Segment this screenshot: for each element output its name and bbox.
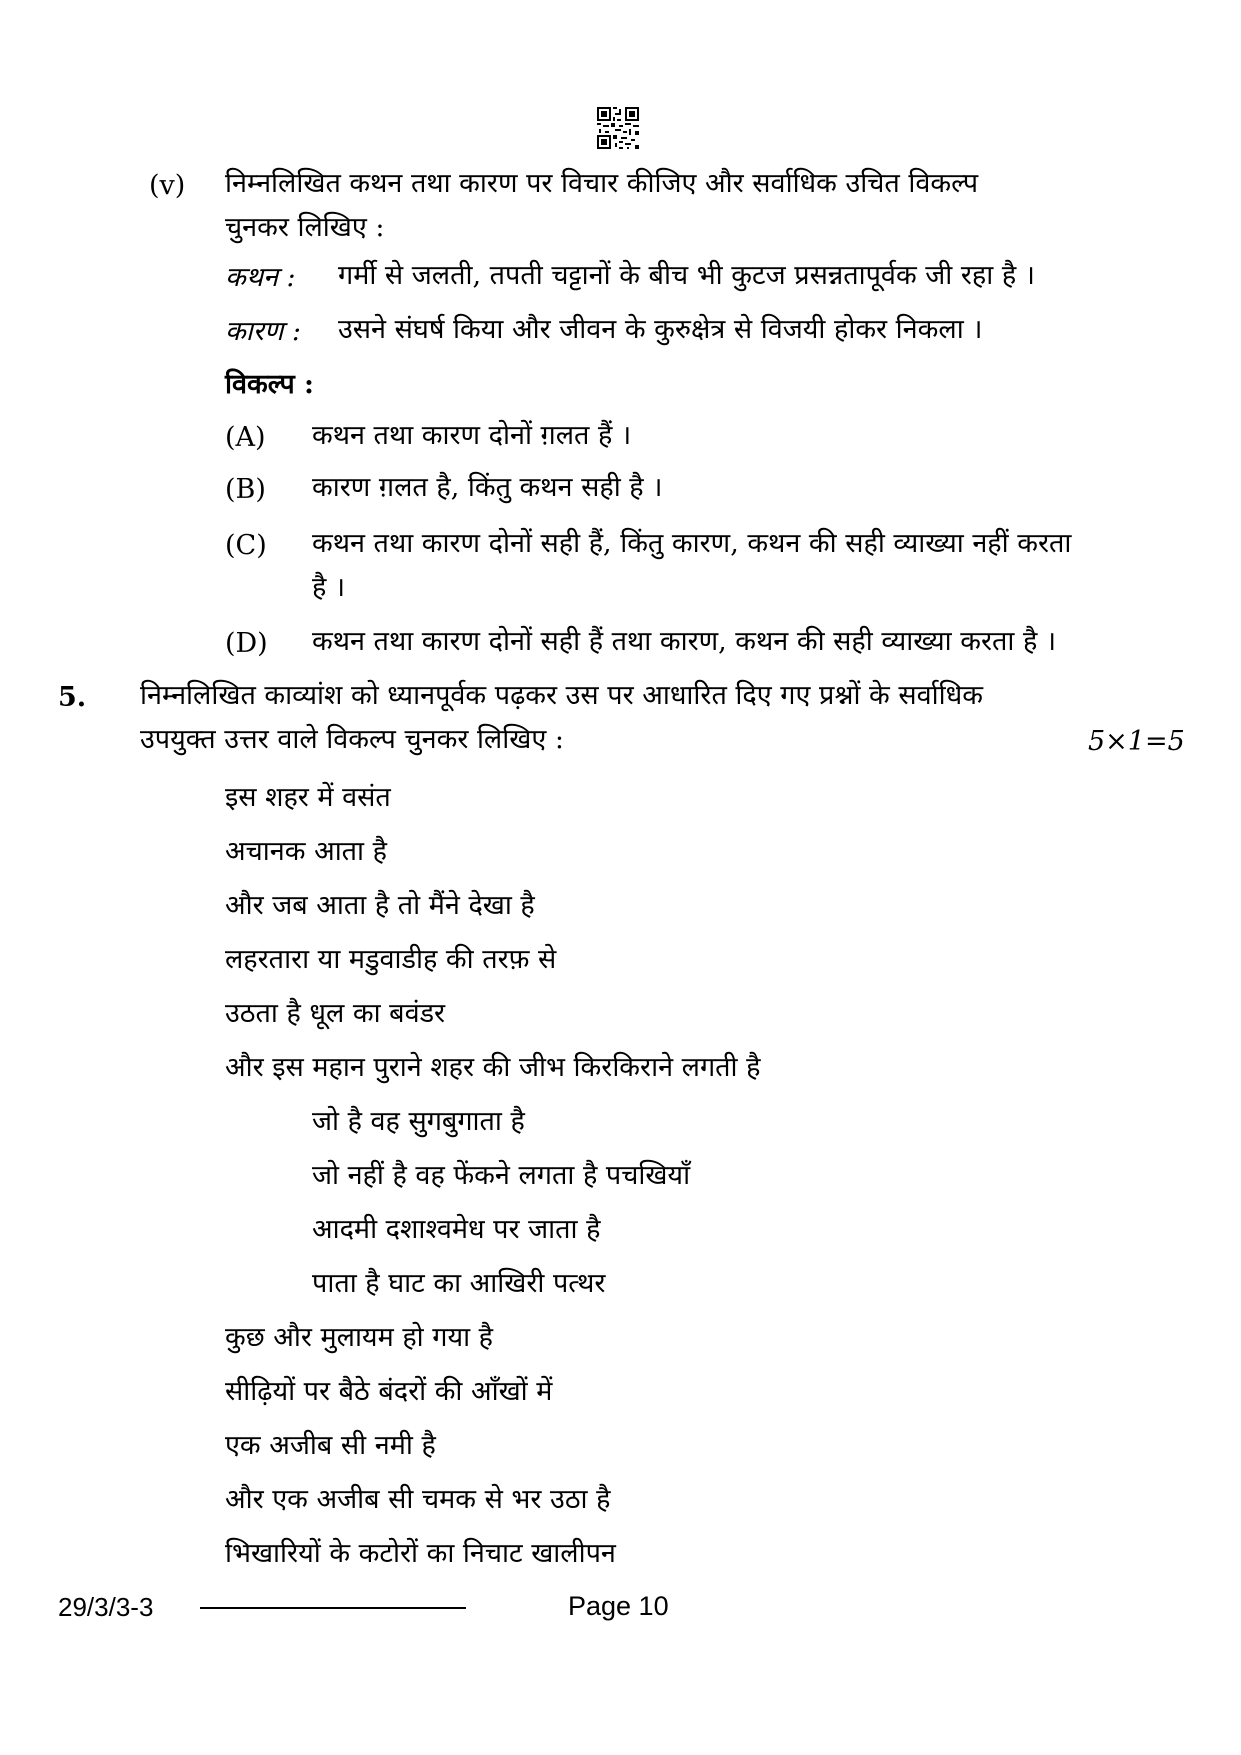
poem-line: जो है वह सुगबुगाता है — [312, 1106, 525, 1137]
option-text: कारण ग़लत है, किंतु कथन सही है । — [312, 472, 663, 503]
reason-label: कारण : — [225, 316, 301, 347]
option-text: कथन तथा कारण दोनों सही हैं तथा कारण, कथन की सही व्याख्या करता है । — [312, 626, 1057, 657]
assertion-text: गर्मी से जलती, तपती चट्टानों के बीच भी कुटज प्रसन्नतापूर्वक जी रहा है । — [338, 260, 1035, 291]
poem-line: और इस महान पुराने शहर की जीभ किरकिराने लगती है — [225, 1052, 761, 1083]
option-text: कथन तथा कारण दोनों सही हैं, किंतु कारण, कथन की सही व्याख्या नहीं करता — [312, 528, 1072, 559]
question-number: 5. — [58, 682, 87, 713]
marks: 5×1=5 — [1088, 726, 1185, 757]
poem-line: भिखारियों के कटोरों का निचाट खालीपन — [225, 1538, 616, 1569]
option-text-continued: है । — [312, 572, 346, 603]
poem-line: सीढ़ियों पर बैठे बंदरों की आँखों में — [225, 1376, 553, 1407]
instruction-line-1: निम्नलिखित कथन तथा कारण पर विचार कीजिए और सर्वाधिक उचित विकल्प — [225, 168, 979, 199]
option-label: (B) — [225, 474, 266, 505]
reason-text: उसने संघर्ष किया और जीवन के कुरुक्षेत्र से विजयी होकर निकला । — [338, 314, 983, 345]
option-label: (C) — [225, 530, 267, 561]
poem-line: जो नहीं है वह फेंकने लगता है पचखियाँ — [312, 1160, 691, 1191]
footer-divider — [200, 1607, 466, 1609]
poem-line: इस शहर में वसंत — [225, 782, 391, 813]
poem-line: उठता है धूल का बवंडर — [225, 998, 446, 1029]
poem-line: और एक अजीब सी चमक से भर उठा है — [225, 1484, 611, 1515]
assertion-label: कथन : — [225, 262, 296, 293]
option-label: (A) — [225, 422, 266, 453]
poem-line: लहरतारा या मडुवाडीह की तरफ़ से — [225, 944, 557, 975]
poem-line: कुछ और मुलायम हो गया है — [225, 1322, 494, 1353]
poem-line: एक अजीब सी नमी है — [225, 1430, 436, 1461]
options-heading: विकल्प : — [225, 369, 315, 400]
qr-code-icon — [597, 107, 639, 149]
paper-code: 29/3/3-3 — [58, 1592, 154, 1622]
instruction-line-1: निम्नलिखित काव्यांश को ध्यानपूर्वक पढ़कर उस पर आधारित दिए गए प्रश्नों के सर्वाधिक — [140, 680, 983, 711]
instruction-line-2: उपयुक्त उत्तर वाले विकल्प चुनकर लिखिए : — [140, 724, 564, 755]
question-number: (v) — [149, 170, 186, 201]
poem-line: अचानक आता है — [225, 836, 387, 867]
page-number: Page 10 — [568, 1591, 669, 1621]
poem-line: आदमी दशाश्वमेध पर जाता है — [312, 1214, 601, 1245]
poem-line: और जब आता है तो मैंने देखा है — [225, 890, 535, 921]
instruction-line-2: चुनकर लिखिए : — [225, 212, 385, 243]
option-text: कथन तथा कारण दोनों ग़लत हैं । — [312, 420, 632, 451]
option-label: (D) — [225, 628, 268, 659]
poem-line: पाता है घाट का आखिरी पत्थर — [312, 1268, 606, 1299]
